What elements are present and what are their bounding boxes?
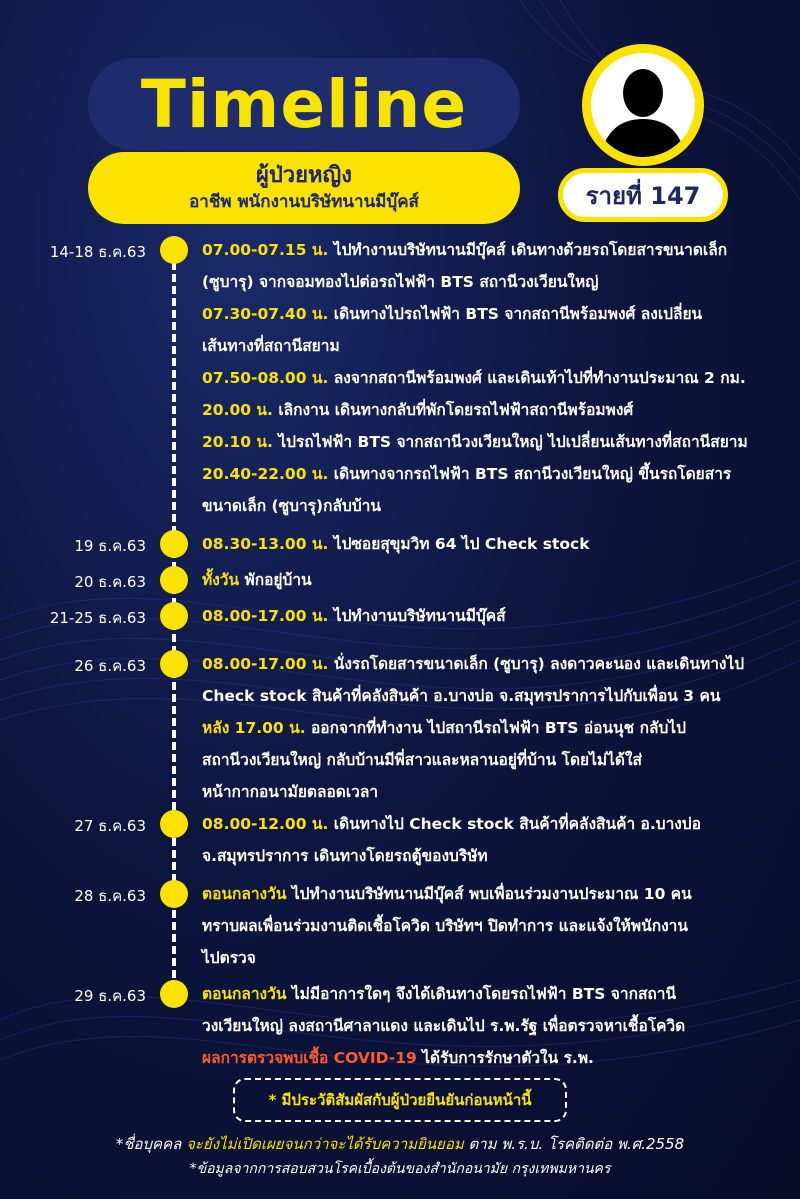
timeline-entry-line [202, 394, 794, 426]
timeline-entry [202, 564, 794, 596]
event-description: ไปตรวจ [202, 949, 256, 967]
event-description: ทราบผลเพื่อนร่วมงานติดเชื้อโควิด บริษัทฯ ปิดทำการ และแจ้งให้พนักงาน [202, 917, 688, 935]
event-description: วงเวียนใหญ่ ลงสถานีศาลาแดง และเดินไป ร.พ.รัฐ เพื่อตรวจหาเชื้อโควิด [202, 1017, 686, 1035]
event-description: ขนาดเล็ก (ซูบารุ)กลับบ้าน [202, 497, 381, 515]
timeline-entry-line [202, 362, 794, 394]
timeline-date: 27 ธ.ค.63 [74, 817, 146, 835]
timeline-date: 29 ธ.ค.63 [74, 987, 146, 1005]
privacy-notice-highlight: จะยังไม่เปิดเผยจนกว่าจะได้รับความยินยอม [186, 1135, 464, 1153]
timeline-entry-line [202, 426, 794, 458]
event-description: เดินทางไปรถไฟฟ้า BTS จากสถานีพร้อมพงศ์ ลงเปลี่ยน [328, 305, 703, 323]
timeline-dot [160, 566, 188, 594]
timeline-entry-line [202, 564, 794, 596]
event-description: เดินทางไป Check stock สินค้าที่คลังสินค้า อ.บางบ่อ [328, 815, 702, 833]
avatar [582, 44, 704, 166]
title-banner [88, 58, 520, 150]
event-time: 08.00-17.00 น. [202, 607, 329, 625]
event-time: 07.50-08.00 น. [202, 369, 329, 387]
event-description: เส้นทางที่สถานีสยาม [202, 337, 340, 355]
timeline-entry-line [202, 234, 794, 266]
event-time: หลัง 17.00 น. [202, 719, 306, 737]
timeline-entry-line [202, 458, 794, 490]
timeline-dot [160, 602, 188, 630]
test-result-alert: ผลการตรวจพบเชื้อ COVID-19 [202, 1049, 417, 1067]
timeline-entry [202, 808, 794, 872]
patient-occupation: อาชีพ พนักงานบริษัทนานมีบุ๊คส์ [189, 192, 419, 212]
timeline-date: 19 ธ.ค.63 [74, 537, 146, 555]
event-time: 08.00-17.00 น. [202, 655, 329, 673]
timeline-entry-line [202, 978, 794, 1010]
timeline-entry-line [202, 776, 794, 808]
event-description: ไปทำงานบริษัทนานมีบุ๊คส์ เดินทางด้วยรถโดยสารขนาดเล็ก [328, 241, 728, 259]
event-description: ลงจากสถานีพร้อมพงศ์ และเดินเท้าไปที่ทำงานประมาณ 2 กม. [328, 369, 746, 387]
timeline-date: 26 ธ.ค.63 [74, 657, 146, 675]
event-description: ออกจากที่ทำงาน ไปสถานีรถไฟฟ้า BTS อ่อนนุช กลับไป [305, 719, 686, 737]
timeline-date: 20 ธ.ค.63 [74, 573, 146, 591]
patient-info-banner [88, 152, 520, 224]
timeline-date: 21-25 ธ.ค.63 [49, 609, 146, 627]
event-time: 20.40-22.00 น. [202, 465, 329, 483]
timeline-entry-line [202, 330, 794, 362]
data-source-note: *ข้อมูลจากการสอบสวนโรคเบื้องต้นของสำนักอนามัย กรุงเทพมหานคร [189, 1161, 611, 1177]
timeline-date: 28 ธ.ค.63 [74, 887, 146, 905]
timeline-entry [202, 978, 794, 1074]
patient-gender: ผู้ป่วยหญิง [255, 163, 353, 188]
event-time: ตอนกลางวัน [202, 885, 287, 903]
timeline-entry [202, 878, 794, 974]
timeline-date: 14-18 ธ.ค.63 [49, 243, 146, 261]
event-time: 08.00-12.00 น. [202, 815, 329, 833]
timeline-entry-line [202, 528, 794, 560]
event-description: จ.สมุทรปราการ เดินทางโดยรถตู้ของบริษัท [202, 847, 488, 865]
contact-history-note: * มีประวัติสัมผัสกับผู้ป่วยยืนยันก่อนหน้านี้ [233, 1078, 567, 1122]
timeline-entry-line [202, 840, 794, 872]
timeline-dot [160, 880, 188, 908]
event-description: ไม่มีอาการใดๆ จึงได้เดินทางโดยรถไฟฟ้า BTS จากสถานี [286, 985, 677, 1003]
timeline-dot [160, 650, 188, 678]
page-title: Timeline [140, 65, 468, 143]
event-description: เดินทางจากรถไฟฟ้า BTS สถานีวงเวียนใหญ่ ขึ้นรถโดยสาร [328, 465, 732, 483]
timeline-entry-line [202, 266, 794, 298]
event-time: 20.10 น. [202, 433, 273, 451]
timeline-dot [160, 236, 188, 264]
timeline-entry-line [202, 680, 794, 712]
event-description: ไปทำงานบริษัทนานมีบุ๊คส์ [328, 607, 506, 625]
timeline-entry [202, 234, 794, 522]
privacy-notice [0, 1132, 800, 1156]
timeline-entry-line [202, 878, 794, 910]
person-silhouette-icon [591, 53, 695, 157]
timeline-entry-line [202, 712, 794, 744]
event-time: 20.00 น. [202, 401, 273, 419]
privacy-notice-prefix: *ชื่อบุคคล [115, 1135, 187, 1153]
timeline-entry-line [202, 1042, 794, 1074]
event-description: ไปรถไฟฟ้า BTS จากสถานีวงเวียนใหญ่ ไปเปลี่ยนเส้นทางที่สถานีสยาม [272, 433, 748, 451]
event-time: ทั้งวัน [202, 571, 240, 589]
event-description: เลิกงาน เดินทางกลับที่พักโดยรถไฟฟ้าสถานีพร้อมพงศ์ [272, 401, 634, 419]
event-description: สถานีวงเวียนใหญ่ กลับบ้านมีพี่สาวและหลานอยู่ที่บ้าน โดยไม่ได้ใส่ [202, 751, 642, 769]
event-description: ไปซอยสุขุมวิท 64 ไป Check stock [328, 535, 590, 553]
timeline-entry [202, 528, 794, 560]
event-description: Check stock สินค้าที่คลังสินค้า อ.บางบ่อ จ.สมุทรปราการไปกับเพื่อน 3 คน [202, 687, 721, 705]
event-description: ได้รับการรักษาตัวใน ร.พ. [416, 1049, 594, 1067]
timeline-entry-line [202, 910, 794, 942]
timeline-entry-line [202, 942, 794, 974]
timeline-entry-line [202, 648, 794, 680]
timeline-entry-line [202, 490, 794, 522]
event-description: (ซูบารุ) จากจอมทองไปต่อรถไฟฟ้า BTS สถานีวงเวียนใหญ่ [202, 273, 599, 291]
timeline-entry-line [202, 1010, 794, 1042]
event-description: พักอยู่บ้าน [239, 571, 312, 589]
event-description: นั่งรถโดยสารขนาดเล็ก (ซูบารุ) ลงดาวคะนอง และเดินทางไป [328, 655, 745, 673]
timeline-entry [202, 600, 794, 632]
event-description: ไปทำงานบริษัทนานมีบุ๊คส์ พบเพื่อนร่วมงานประมาณ 10 คน [286, 885, 692, 903]
timeline-entry [202, 648, 794, 808]
timeline-entry-line [202, 600, 794, 632]
timeline-entry-line [202, 298, 794, 330]
privacy-notice-suffix: ตาม พ.ร.บ. โรคติดต่อ พ.ศ.2558 [463, 1135, 685, 1153]
event-time: 07.00-07.15 น. [202, 241, 329, 259]
case-number-badge: รายที่ 147 [558, 168, 728, 222]
event-description: หน้ากากอนามัยตลอดเวลา [202, 783, 379, 801]
timeline-entry-line [202, 744, 794, 776]
timeline-dot [160, 810, 188, 838]
event-time: 07.30-07.40 น. [202, 305, 329, 323]
timeline-dot [160, 530, 188, 558]
timeline-entry-line [202, 808, 794, 840]
event-time: 08.30-13.00 น. [202, 535, 329, 553]
timeline-dot [160, 980, 188, 1008]
event-time: ตอนกลางวัน [202, 985, 287, 1003]
